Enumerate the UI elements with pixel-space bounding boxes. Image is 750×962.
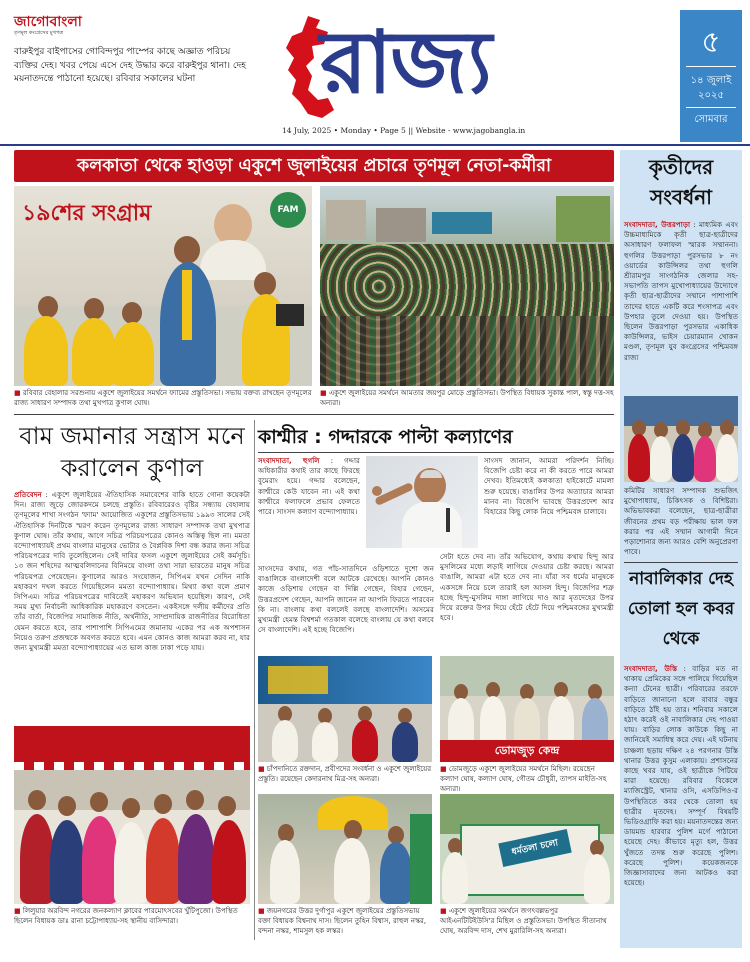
left-bottom-photo [14, 726, 250, 904]
sidebar-dateline: সংবাদদাতা, উত্তরপাড়া [624, 220, 691, 229]
story-left-dateline: প্রতিবেদন [14, 490, 42, 499]
story-center-text1: গদ্দার অধিকারীর কথাই তার কাছে ফিরছে বুমেরাং হয়ে। গদ্দার বলেছেন, কাশ্মীরে কেউ যাবেন না। এই কথা কাশ্মীরে ফলাফলে প্রভাব ফেলতে পারে। সাংসদ কল্যাণ বন্দ্যোপাধ্যায়। [258, 456, 361, 517]
story-left-body: প্রতিবেদন : একুশে জুলাইয়ের ঐতিহাসিক সমাবেশের বাকি হাতে গোনা কয়েকটা দিন। রাজ্য জুড়ে জোরকদমে চলছে প্রস্তুতি। রবিবারেরও বৃষ্টির সন্ধ্যায় বেহালায় তৃণমূলের শাখা সংগঠন 'ফ্যাম' আয়োজিত একুশের প্রস্তুতিসভায় ১৯৯৩ সালের সেই ঐতিহাসিক দিনটিকে স্মরণ করেন তৃণমূলের রাজ্য সাধারণ সম্পাদক তথা মুখপাত্র কুণাল ঘোষ। তাঁর কথায়, আগে সচিত্র পরিচয়পত্রের কোনও অস্তিত্ব ছিল না। মমতা বন্দ্যোপাধ্যায়ই প্রথম বাংলার মানুষের ভোটার ও বৈপ্লবিক দিশা বন্ধ করার জন্য সচিত্র পরিচয়পত্রের দাবি তুলেছিলেন। সেই দাবির ফসল একুশে জুলাইয়ের সেই কর্মসূচি। ১৩ জন শহিদের আত্মবলিদানের বিনিময়ে বাংলা তথা সারা ভারতের মানুষ সচিত্র পরিচয়পত্র পেয়েছেন। কুণালের আরও সংযোজন, সিপিএম যখন সেদিন নাকি মহাকরণ দখল করতে গিয়েছিলেন মমতা বন্দ্যোপাধ্যায়। মিথ্যা কথা বলে প্রমাণ সিপিএম। সচিত্র পরিচয়পত্রের দাবিতেই মহাকরণ অভিযান হয়েছিল। কারণ, সেই সময় মুখ্য নির্বাচনী আধিকারিক মহাকরণে বসতেন। একইসঙ্গে দলীয় কর্মীদের প্রতি তাঁর বার্তা, বিজেপির সামাজিক নীতি, অর্থনীতি, সাম্প্রদায়িক রাজনীতির বিরোধিতা যেমন করতে হবে, তার পাশাপাশি সিপিএমের জমানায় একের পর এক অপশাসন নিয়েও তরুণ প্রজন্মকে অবগত করতে হবে। এমন কোনও কাজ আমরা করব না, যার জন্য মুখ্যমন্ত্রী মমতা বন্দ্যোপাধ্যায়ের এত ভাল কাজ ঢাকা পড়ে যায়। [14, 490, 250, 653]
banner-domjur: ডোমজুড় কেন্দ্র [440, 740, 614, 762]
story-center-dateline: সংবাদদাতা, হুগলি [258, 456, 320, 465]
story-center-full1: সাংসদের কথায়, গত পাঁচ-সাতদিনে ওড়িশাতে দুশো জন বাঙালিকে বাংলাদেশী বলে আটকে রেখেছে। আপনি কোনও কাজে ওড়িশায় গেছেন বা দিল্লি গেছেন, বিহার গেছেন, উত্তরপ্রদেশ গেছেন, আপনি জানেন না আপনি ফিরতে পারবেন কি না। বাংলায় কথা বললেই বলছে বাংলাদেশি। অসমের মুখ্যমন্ত্রী হেমন্ত বিশ্বশর্মা গতকাল বলেছে বাংলায় যে কথা বলবে সে বাংলাদেশি। এই হচ্ছে বিজেপি। [258, 564, 434, 635]
lead-photo-right [320, 186, 614, 386]
page-number: ৫ [701, 25, 721, 60]
photo-joynagar [258, 794, 432, 904]
photo-domjur [440, 656, 614, 762]
jagobangla-logo [14, 14, 122, 40]
story-left-text: একুশে জুলাইয়ের ঐতিহাসিক সমাবেশের বাকি হাতে গোনা কয়েকটা দিন। রাজ্য জুড়ে জোরকদমে চলছে প্রস্তুতি। রবিবারেরও বৃষ্টির সন্ধ্যায় বেহালায় তৃণমূলের শাখা সংগঠন 'ফ্যাম' আয়োজিত একুশের প্রস্তুতিসভায় ১৯৯৩ সালের সেই ঐতিহাসিক দিনটিকে স্মরণ করেন তৃণমূলের রাজ্য সাধারণ সম্পাদক তথা মুখপাত্র কুণাল ঘোষ। তাঁর কথায়, আগে সচিত্র পরিচয়পত্রের কোনও অস্তিত্ব ছিল না। মমতা বন্দ্যোপাধ্যায়ই প্রথম বাংলার মানুষের ভোটার ও বৈপ্লবিক দিশা বন্ধ করার জন্য সচিত্র পরিচয়পত্রের দাবি তুলেছিলেন। সেই দাবির ফসল একুশে জুলাইয়ের সেই কর্মসূচি। ১৩ জন শহিদের আত্মবলিদানের বিনিময়ে বাংলা তথা সারা ভারতের মানুষ সচিত্র পরিচয়পত্র পেয়েছেন। কুণালের আরও সংযোজন, সিপিএম যখন সেদিন নাকি মহাকরণ দখল করতে গিয়েছিলেন মমতা বন্দ্যোপাধ্যায়। মিথ্যা কথা বলে প্রমাণ সিপিএম। সচিত্র পরিচয়পত্রের দাবিতেই মহাকরণ অভিযান হয়েছিল। কারণ, সেই সময় মুখ্য নির্বাচনী আধিকারিক মহাকরণে বসতেন। একইসঙ্গে দলীয় কর্মীদের প্রতি তাঁর বার্তা, বিজেপির সামাজিক নীতি, অর্থনীতি, সাম্প্রদায়িক রাজনীতির বিরোধিতা যেমন করতে হবে, তার পাশাপাশি সিপিএমের জমানায় একের পর এক অপশাসন নিয়েও তরুণ প্রজন্মকে অবগত করতে হবে। এমন কোনও কাজ আমরা করব না, যার জন্য মুখ্যমন্ত্রী মমতা বন্দ্যোপাধ্যায়ের এত ভাল কাজ ঢাকা পড়ে যায়। [14, 490, 250, 653]
photo-chanpdani [258, 656, 432, 762]
sidebar-headline2: নাবালিকার দেহ তোলা হল কবর থেকে [627, 569, 735, 649]
story-center-col2: সাংসদ জানান, আমরা পরিদর্শন নিচ্ছি। বিজেপি চেষ্টা করে না কী করতে পারে আমরা দেখব। ইতিমধ্যেই কলকাতা হাইকোর্টে মামলা শুরু হয়েছে। বাঙালির উপর অত্যাচার আমরা মানব না। বিজেপি ভাবছে উত্তরপ্রদেশ আর বিহারের কিছু লোক নিয়ে পশ্চিমবঙ্গ চালাবে। [484, 456, 614, 517]
date-box [680, 10, 742, 142]
lead-photo-left [14, 186, 312, 386]
sidebar-body3: সংবাদদাতা, উস্তি : বাড়ির মত না থাকায় প্রেমিকের সঙ্গে পালিয়ে গিয়েছিল কন্যা টেনের ছাত্রী। পরিবারের তরফে বাড়িতে জানানো হলে বাবার বন্ধুর বাড়িতে ঠাঁই হয় তার। শনিবার সকালে হঠাৎ করেই ওই নাবালিকার দেহ পাওয়া যায়। বাড়ির লোক কাউকে কিছু না জানিয়েই সমাধিস্থ করে দেয়। এই ঘটনায় চাঞ্চল্য ছড়ায় দক্ষিণ ২৪ পরগনার উস্তি থানার উত্তর কুসুম এলাকায়। প্রশাসনের কাছে খবর যায়, ওই ছাত্রীকে পিটিয়ে মারা হয়েছে। রবিবার বিকেলে ম্যাজিস্ট্রেট, থানার ওসি, এসডিপিও-র উপস্থিতিতে কবর থেকে তোলা হয় ছাত্রীর মৃতদেহ। সম্পূর্ণ বিষয়টি ভিডিওগ্রাফি করা হয়। ময়নাতদন্তের জন্য ডায়মন্ড হারবার পুলিশ মর্গে পাঠানো হয়েছে দেহ। কীভাবে মৃত্যু হল, উত্তর খুঁজতে তদন্ত শুরু করেছে পুলিশ। করেছে পুলিশ। কয়েকজনকে জিজ্ঞাসাবাদের জন্য আটকও করা হয়েছে। [624, 664, 738, 888]
lead-headline: কলকাতা থেকে হাওড়া একুশে জুলাইয়ের প্রচারে তৃণমূল নেতা-কর্মীরা [76, 156, 552, 176]
logo-subtitle: তৃণমূল কংগ্রেসের মুখপত্র [14, 30, 64, 36]
left-bottom-caption: ■ লিলুয়ার অরবিন্দ নগরের জনকল্যাণ ক্লাবের পারমোৎসবের খুঁটিপুজো। উপস্থিত ছিলেন বিধায়ক ডাঃ রানা চট্টোপাধ্যায়-সহ স্থানীয় বাসিন্দারা। [14, 906, 250, 928]
caption-jagatballavpur: ■ একুশে জুলাইয়ের সমর্থনে জগৎবল্লভপুর আইএনটিটিইউসি'র মিছিল ও প্রস্তুতিসভা। উপস্থিত সীতানাথ ঘোষ, অরবিন্দ দাস, শেখ মুরারিলি-সহ অন্যরা। [440, 906, 614, 938]
caption-chanpdani: ■ চাঁপদানিতে রক্তদান, প্রবীণদের সংবর্ধনা ও একুশে জুলাইয়ের প্রস্তুতি। রয়েছেন কেদারনাথ মিত্র-সহ অন্যরা। [258, 764, 432, 786]
sidebar-dateline2: সংবাদদাতা, উস্তি [624, 664, 678, 673]
logo-text: জাগোবাংলা [14, 14, 82, 30]
weekday-bn: সোমবার [694, 114, 728, 125]
year-bn: ২০২৫ [698, 90, 724, 101]
sidebar-body1: সংবাদদাতা, উত্তরপাড়া : মাধ্যমিক এবং উচ্চমাধ্যমিকে কৃতী ছাত্র-ছাত্রীদের অসাধারণ ফলাফল স্মারক সম্মাননা। হুগলির উত্তরপাড়া পুরসভার ৮ নং ওয়ার্ডের কাউন্সিলর তথা হুগলি শ্রীরামপুর সাংগঠনিক জেলার সহ-সভাপতি তাপস মুখোপাধ্যায়ের উদ্যোগে কৃতী ছাত্র-ছাত্রীদের সম্মানে পাশাপাশি তাদের হাতে একটি করে শংসাপত্র এবং উপহার তুলে দেওয়া হয়। উপস্থিত ছিলেন উত্তরপাড়া পুরসভার একাধিক কাউন্সিলর, ভাইস চেয়ারম্যান খোকন মণ্ডল, তৃণমূল যুব কংগ্রেসের পশ্চিমবঙ্গ রাজ্য [624, 220, 738, 362]
lead-caption-right: ■ একুশে জুলাইয়ের সমর্থনে আমতার জয়পুর মোড়ে প্রস্তুতিসভা। উপস্থিত বিধায়ক সুকান্ত পাল, স্বস্তু দত্ত-সহ অন্যরা। [320, 388, 614, 410]
story-left-headline: বাম জমানার সন্ত্রাস মনে করালেন কুণাল [19, 422, 245, 482]
photo-jagatballavpur [440, 794, 614, 904]
masthead-rule [0, 144, 750, 146]
masthead-teaser: বারুইপুর বাইপাসের গোবিন্দপুর পাম্পের কাছে অজ্ঞাত পরিচয় ব্যক্তির দেহ। খবর পেয়ে এসে দেহ উদ্ধার করে বারুইপুর থানা। দেহ ময়নাতদন্তে পাঠানো হয়েছে। রবিবার সকালের ঘটনা [14, 47, 246, 84]
fam-badge: FAM [270, 192, 306, 228]
lead-headline-bar [14, 150, 614, 182]
caption-joynagar: ■ জয়নগরের উত্তর দুর্গাপুর একুশে জুলাইয়ের প্রস্তুতিসভায় বক্তা বিধায়ক বিশ্বনাথ দাস। ছিলেন তুহিন বিশ্বাস, রাহুল নস্কর, বন্দনা নস্কর, শামসুল হক লস্কর। [258, 906, 432, 938]
date-bn: ১৪ জুলাই [690, 75, 732, 86]
sidebar-body2: কমিটির সাধারণ সম্পাদক শুভজিৎ মুখোপাধ্যায়, চিকিৎসক ও বিশিষ্টরা। অভিভাবকরা বলেছেন, ছাত্র-ছাত্রীরা জীবনের প্রথম বড় পরীক্ষায় ভাল ফল করার পর এই সম্মান আগামী দিনে পড়াশোনার জন্য আরও বেশি অনুপ্রেরণা পাবে। [624, 486, 738, 557]
section-title: রাজ্য [320, 12, 491, 113]
sidebar-photo [624, 396, 738, 482]
banner-text: ১৯শের সংগ্রাম [22, 201, 152, 226]
page-dateline: 14 July, 2025 • Monday • Page 5 || Website - www.jagobangla.in [282, 126, 526, 135]
sidebar-text1: মাধ্যমিক এবং উচ্চমাধ্যমিকে কৃতী ছাত্র-ছাত্রীদের অসাধারণ ফলাফল স্মারক সম্মাননা। হুগলির উত্তরপাড়া পুরসভার ৮ নং ওয়ার্ডের কাউন্সিলর তথা হুগলি শ্রীরামপুর সাংগঠনিক জেলার সহ-সভাপতি তাপস মুখোপাধ্যায়ের উদ্যোগে কৃতী ছাত্র-ছাত্রীদের সম্মানে পাশাপাশি তাদের হাতে একটি করে শংসাপত্র এবং উপহার তুলে দেওয়া হয়। উপস্থিত ছিলেন উত্তরপাড়া পুরসভার একাধিক কাউন্সিলর, ভাইস চেয়ারম্যান খোকন মণ্ডল, তৃণমূল যুব কংগ্রেসের পশ্চিমবঙ্গ রাজ্য [624, 220, 738, 362]
story-center-col1: সংবাদদাতা, হুগলি : গদ্দার অধিকারীর কথাই তার কাছে ফিরছে বুমেরাং হয়ে। গদ্দার বলেছেন, কাশ্মীরে কেউ যাবেন না। এই কথা কাশ্মীরে ফলাফলে প্রভাব ফেলতে পারে। সাংসদ কল্যাণ বন্দ্যোপাধ্যায়। [258, 456, 361, 517]
kalyan-photo [366, 456, 478, 548]
sidebar-text3: বাড়ির মত না থাকায় প্রেমিকের সঙ্গে পালিয়ে গিয়েছিল কন্যা টেনের ছাত্রী। পরিবারের তরফে বাড়িতে জানানো হলে বাবার বন্ধুর বাড়িতে ঠাঁই হয় তার। শনিবার সকালে হঠাৎ করেই ওই নাবালিকার দেহ পাওয়া যায়। বাড়ির লোক কাউকে কিছু না জানিয়েই সমাধিস্থ করে দেয়। এই ঘটনায় চাঞ্চল্য ছড়ায় দক্ষিণ ২৪ পরগনার উস্তি থানার উত্তর কুসুম এলাকায়। প্রশাসনের কাছে খবর যায়, ওই ছাত্রীকে পিটিয়ে মারা হয়েছে। রবিবার বিকেলে ম্যাজিস্ট্রেট, থানার ওসি, এসডিপিও-র উপস্থিতিতে কবর থেকে তোলা হয় ছাত্রীর মৃতদেহ। সম্পূর্ণ বিষয়টি ভিডিওগ্রাফি করা হয়। ময়নাতদন্তের জন্য ডায়মন্ড হারবার পুলিশ মর্গে পাঠানো হয়েছে দেহ। কীভাবে মৃত্যু হল, উত্তর খুঁজতে তদন্ত শুরু করেছে পুলিশ। করেছে পুলিশ। কয়েকজনকে জিজ্ঞাসাবাদের জন্য আটকও করা হয়েছে। [624, 664, 738, 888]
story-center-headline: কাশ্মীর : গদ্দারকে পাল্টা কল্যাণের [258, 426, 513, 448]
banner-dharmatala: ধর্মতলা চলো [498, 829, 571, 867]
masthead [0, 0, 750, 148]
lead-caption-left: ■ রবিবার বেহালার সরশুনায় একুশে জুলাইয়ের সমর্থনে ফ্যামের প্রস্তুতিসভা। সভায় বক্তব্য রাখছেন তৃণমূলের রাজ্য সাধারণ সম্পাদক তথা মুখপাত্র কুণাল ঘোষ। [14, 388, 312, 410]
story-center-full2: সেটা হতে দেব না। তাঁর অভিযোগ, কথায় কথায় হিন্দু আর মুসলিমের মধ্যে লড়াই লাগিয়ে দেওয়ার চেষ্টা করছে। আমরা বাঙালি, আমরা এটা হতে দেব না। যাঁরা সব ধর্মের মানুষকে একসঙ্গে নিয়ে চলে তারাই হল আসল হিন্দু। বিজেপির শত্রু হচ্ছে হিন্দু-মুসলিম দাঙ্গা লাগিয়ে দাও আর মৃতদেহের উপর দিয়ে রক্তের উপর দিয়ে হেঁটে হেঁটে দিয়ে পশ্চিমবঙ্গের মুখ্যমন্ত্রী হবে। [440, 552, 614, 623]
caption-domjur: ■ ডোমজুড়ে একুশে জুলাইয়ের সমর্থনে মিছিল। রয়েছেন কল্যাণ ঘোষ, কল্যাণ ঘোষ, গৌতম চৌধুরী, তাপস মাইতি-সহ অন্যরা। [440, 764, 614, 786]
sidebar-headline: কৃতীদের সংবর্ধনা [648, 155, 714, 209]
